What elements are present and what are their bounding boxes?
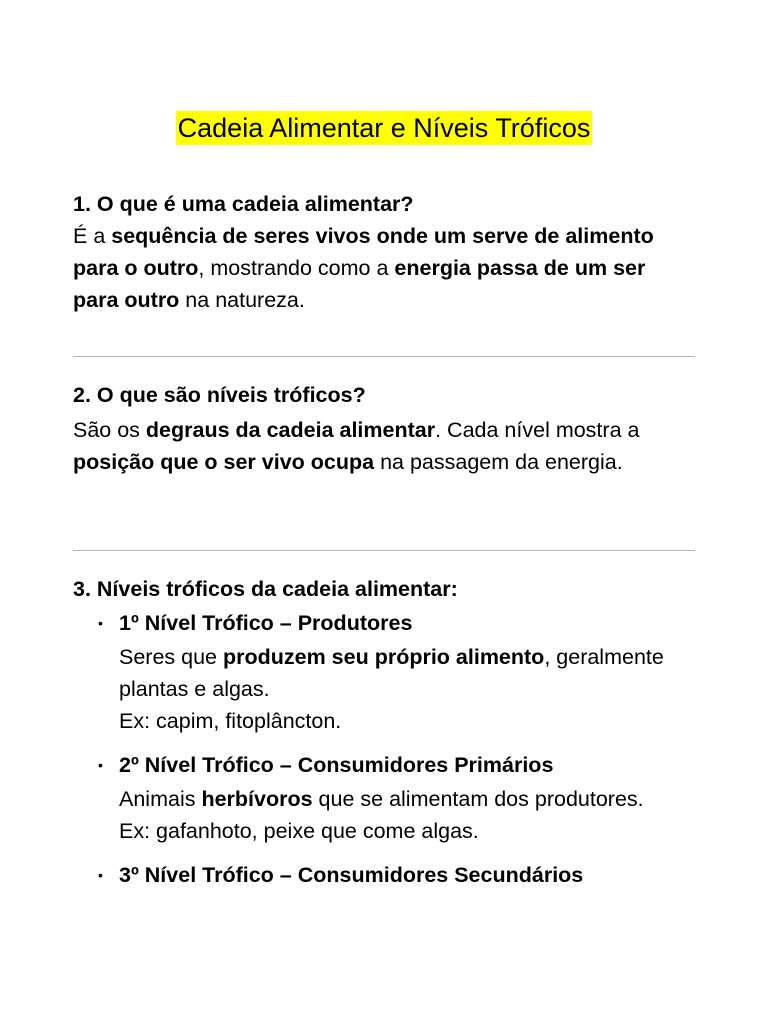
bullet-icon: • xyxy=(98,615,103,631)
level-example xyxy=(119,705,695,739)
bold-text: energia passa de um ser para outro xyxy=(73,256,646,312)
section-paragraph xyxy=(73,220,695,316)
divider xyxy=(73,356,695,357)
text-run: Seres que xyxy=(119,645,223,669)
example-text: Ex: capim, fitoplâncton. xyxy=(119,709,342,733)
bold-text: posição que o ser vivo ocupa xyxy=(73,450,375,474)
level-description xyxy=(119,641,695,705)
level-description xyxy=(119,783,695,815)
trophic-levels-list xyxy=(73,607,695,893)
section-heading: 3. Níveis tróficos da cadeia alimentar: xyxy=(73,577,458,601)
bullet-icon: • xyxy=(98,867,103,883)
bullet-icon: • xyxy=(98,757,103,773)
level-title-line xyxy=(119,859,695,893)
bold-text: herbívoros xyxy=(201,787,313,811)
title-container xyxy=(0,111,768,145)
section-heading: 2. O que são níveis tróficos? xyxy=(73,383,366,407)
list-item xyxy=(73,607,695,739)
text-run: que se alimentam dos produtores. xyxy=(312,787,644,811)
level-example xyxy=(119,815,695,849)
text-run: Animais xyxy=(119,787,202,811)
bold-text: degraus da cadeia alimentar xyxy=(145,418,436,442)
divider xyxy=(73,550,695,551)
section-trophic-levels-list xyxy=(73,573,695,903)
text-run: . Cada nível mostra a xyxy=(435,418,640,442)
level-title: 2º Nível Trófico – Consumidores Primários xyxy=(119,753,554,777)
level-title: 3º Nível Trófico – Consumidores Secundários xyxy=(119,863,584,887)
list-item xyxy=(73,859,695,893)
section-paragraph xyxy=(73,414,695,478)
text-run: na natureza. xyxy=(179,288,305,312)
section-heading: 1. O que é uma cadeia alimentar? xyxy=(73,192,414,216)
level-title: 1º Nível Trófico – Produtores xyxy=(119,611,413,635)
bold-text: produzem seu próprio alimento xyxy=(222,645,545,669)
section-what-is-food-chain xyxy=(73,188,695,316)
level-title-line xyxy=(119,607,695,641)
text-run: na passagem da energia. xyxy=(374,450,623,474)
text-run: São os xyxy=(73,418,146,442)
bold-text: sequência de seres vivos onde um serve de alimento para o outro xyxy=(73,224,654,280)
list-item xyxy=(73,749,695,849)
text-run: , geralmente plantas e algas. xyxy=(119,645,664,701)
text-run: É a xyxy=(73,224,112,248)
text-run: , mostrando como a xyxy=(198,256,395,280)
section-trophic-levels xyxy=(73,379,695,478)
page-title: Cadeia Alimentar e Níveis Tróficos xyxy=(177,113,591,143)
example-text: Ex: gafanhoto, peixe que come algas. xyxy=(119,819,479,843)
level-title-line xyxy=(119,749,695,783)
